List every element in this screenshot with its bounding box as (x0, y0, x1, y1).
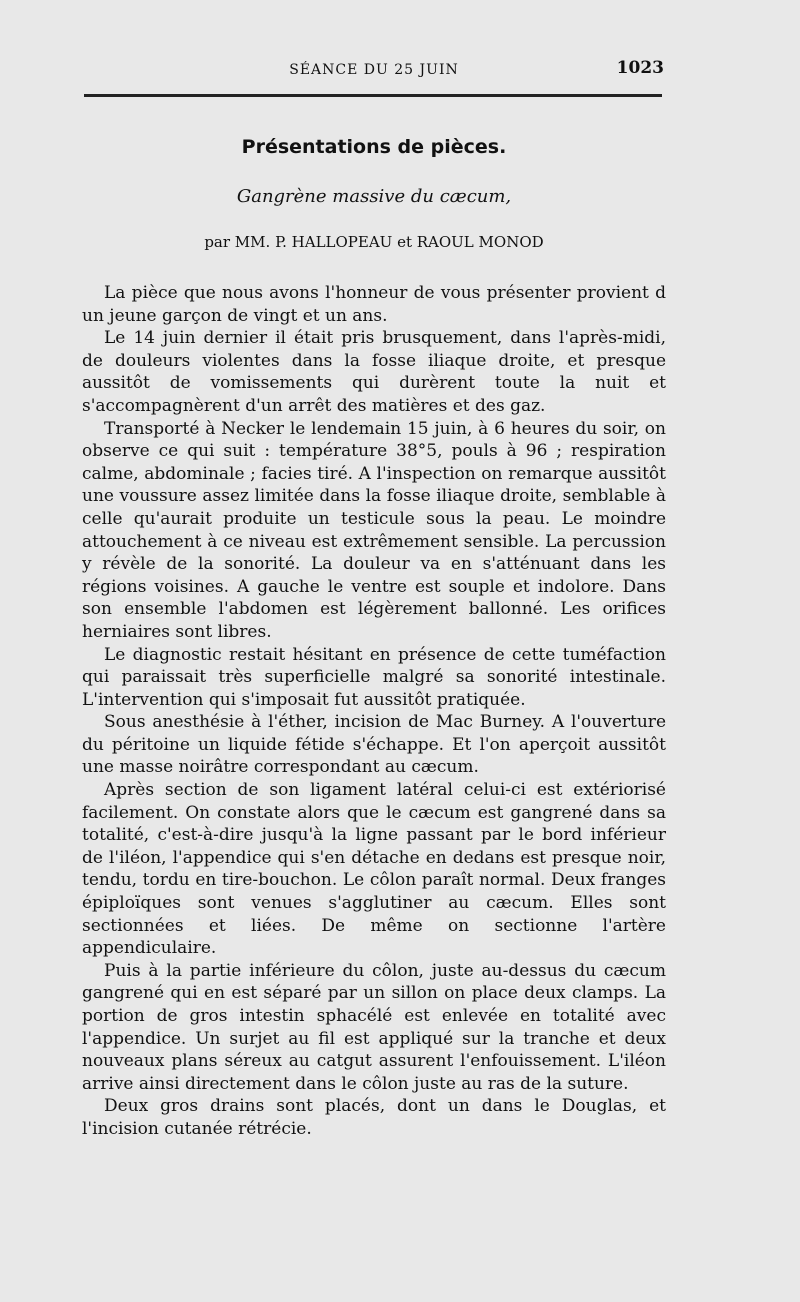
paragraph: Puis à la partie inférieure du côlon, juste au-dessus du cæcum gangrené qui en est séparé par un sillon on place deux clamps. La portion de gros intestin sphacélé est enlevée en totalité avec l'appendice. Un surjet au fil est appliqué sur la tranche et deux nouveaux plans séreux au catgut assurent l'enfouissement. L'iléon arrive ainsi directement dans le côlon juste au ras de la suture. (82, 960, 666, 1094)
page-header (84, 58, 664, 82)
paragraph: Le 14 juin dernier il était pris brusquement, dans l'après-midi, de douleurs violentes dans la fosse iliaque droite, et presque aussitôt de vomissements qui durèrent toute la nuit et s'accompagnèrent d'un arrêt des matières et des gaz. (82, 328, 666, 416)
paragraph: Après section de son ligament latéral celui-ci est extériorisé facilement. On constate alors que le cæcum est gangrené dans sa totalité, c'est-à-dire jusqu'à la ligne passant par le bord inférieur de l'iléon, l'appendice qui s'en détache en dedans est presque noir, tendu, tordu en tire-bouchon. Le côlon paraît normal. Deux franges épiploïques sont venues s'agglutiner au cæcum. Elles sont sectionnées et liées. De même on sectionne l'artère appendiculaire. (82, 780, 666, 959)
paragraph: Sous anesthésie à l'éther, incision de Mac Burney. A l'ouverture du péritoine un liquide fétide s'échappe. Et l'on aperçoit aussitôt une masse noirâtre correspondant au cæcum. (82, 712, 666, 778)
header-rule (84, 94, 662, 97)
paragraph: La pièce que nous avons l'honneur de vous présenter provient d un jeune garçon de vingt et un ans. (82, 283, 666, 326)
article-subtitle: Gangrène massive du cæcum, (236, 186, 512, 207)
paragraph: Deux gros drains sont placés, dont un dans le Douglas, et l'incision cutanée rétrécie. (82, 1096, 666, 1139)
paragraph: Transporté à Necker le lendemain 15 juin, à 6 heures du soir, on observe ce qui suit : température 38°5, pouls à 96 ; respiration calme, abdominale ; facies tiré. A l'inspection on remarque aussitôt une voussure assez limitée dans la fosse iliaque droite, semblable à celle qu'aurait produite un testicule sous la peau. Le moindre attouchement à ce niveau est extrêmement sensible. La percussion y révèle de la sonorité. La douleur va en s'atténuant dans les régions voisines. A gauche le ventre est souple et indolore. Dans son ensemble l'abdomen est légèrement ballonné. Les orifices herniaires sont libres. (82, 418, 666, 642)
paragraph: Le diagnostic restait hésitant en présence de cette tuméfaction qui paraissait très superficielle malgré sa sonorité intestinale. L'intervention qui s'imposait fut aussitôt pratiquée. (82, 644, 666, 710)
author-byline: par MM. P. HALLOPEAU et RAOUL MONOD (204, 233, 544, 251)
article-body (82, 282, 666, 1141)
running-title: SÉANCE DU 25 JUIN (289, 62, 459, 78)
page-number: 1023 (616, 58, 664, 78)
section-title: Présentations de pièces. (241, 136, 507, 158)
